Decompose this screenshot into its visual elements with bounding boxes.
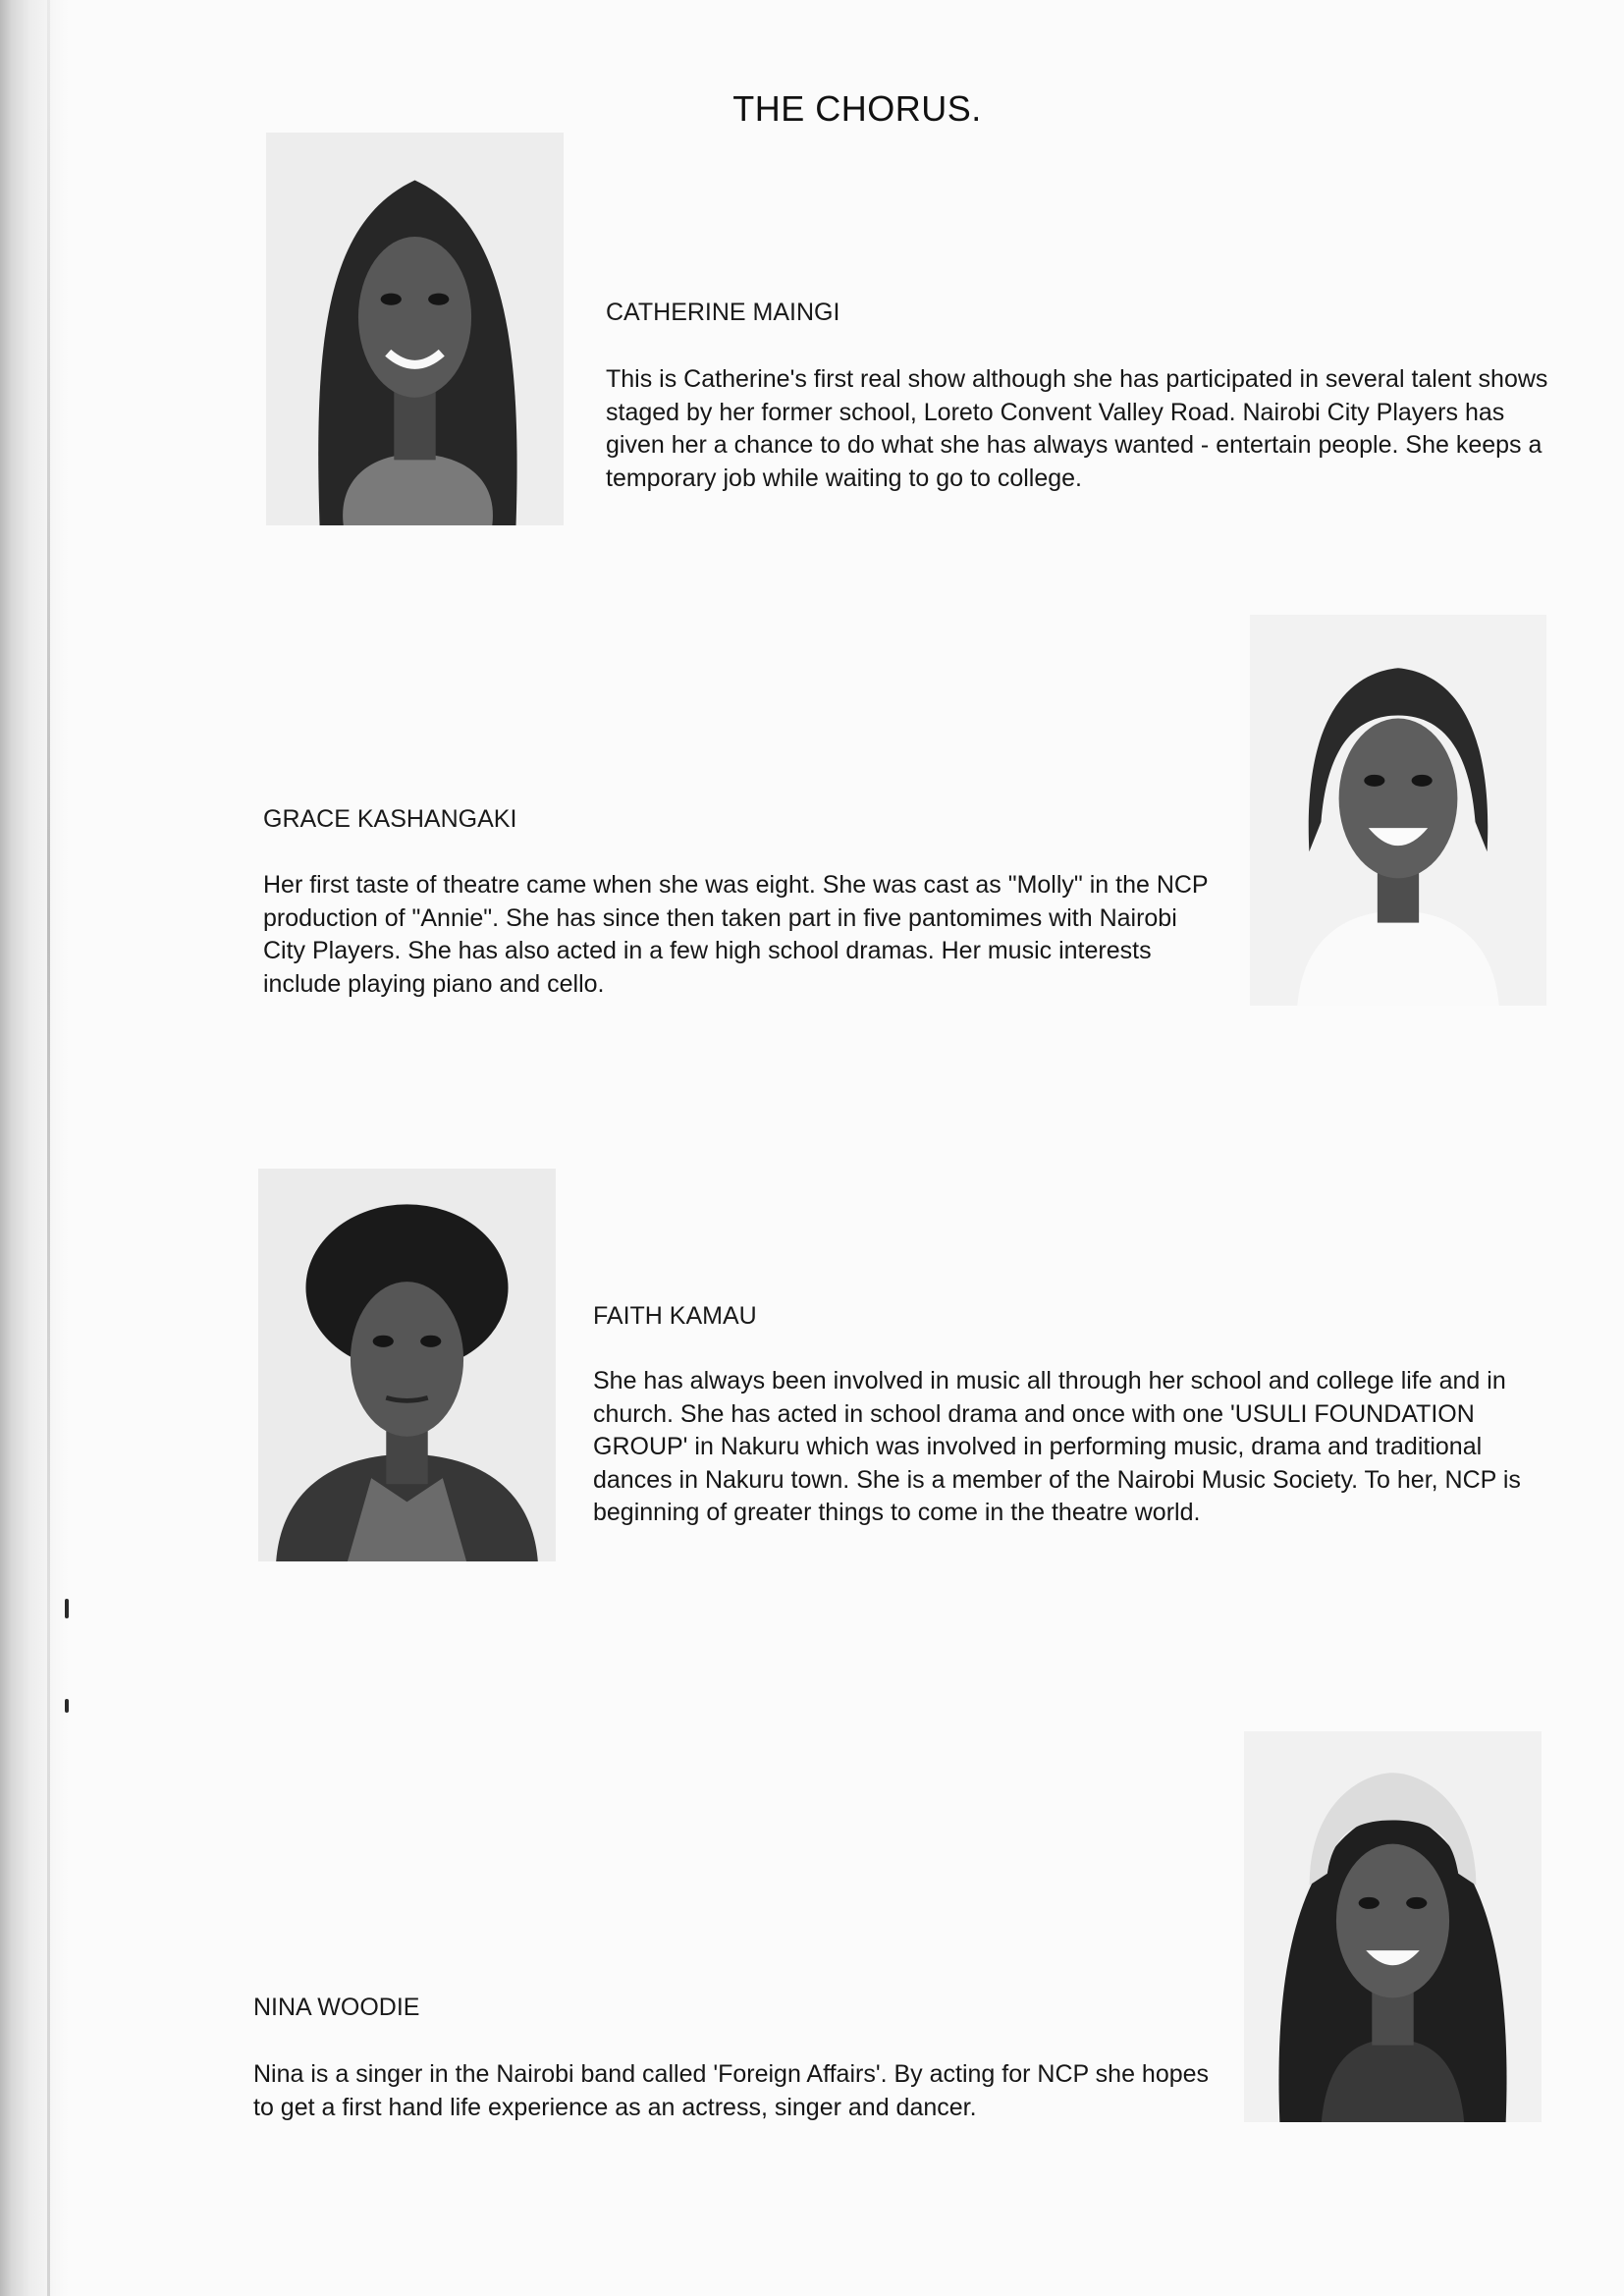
member-photo xyxy=(1250,615,1546,1006)
member-photo xyxy=(266,133,564,525)
member-photo xyxy=(258,1169,556,1561)
member-bio: This is Catherine's first real show although she has participated in several talent shows staged by her former school, Loreto Convent Valley Road. Nairobi City Players has given her a chance to do what she has always wanted - entertain people. She keeps a temporary job while waiting to go to college. xyxy=(606,365,1548,492)
member-bio: She has always been involved in music all through her school and college life and in church. She has acted in school drama and once with one 'USULI FOUNDATION GROUP' in Nakuru which was involved in performing music, drama and traditional dances in Nakuru town. She is a member of the Nairobi Music Society. To her, NCP is beginning of greater things to come in the theatre world. xyxy=(593,1367,1521,1526)
member-bio: Nina is a singer in the Nairobi band called 'Foreign Affairs'. By acting for NCP she hopes to get a first hand life experience as an actress, singer and dancer. xyxy=(253,2060,1210,2121)
member-photo xyxy=(1244,1731,1542,2122)
page-binding-shadow xyxy=(0,0,69,2296)
member-name: FAITH KAMAU xyxy=(593,1302,757,1330)
member-name: GRACE KASHANGAKI xyxy=(263,805,517,833)
binding-mark xyxy=(65,1699,69,1713)
binding-mark xyxy=(65,1599,69,1618)
member-bio: Her first taste of theatre came when she was eight. She was cast as "Molly" in the NCP production of "Annie". She has since then taken part in five pantomimes with Nairobi City Players. She has also acted in a few high school dramas. Her music interests include playing piano and cello. xyxy=(263,871,1209,998)
page-title: THE CHORUS. xyxy=(732,88,982,129)
member-name: CATHERINE MAINGI xyxy=(606,299,840,326)
member-name: NINA WOODIE xyxy=(253,1994,420,2021)
binding-fold-line xyxy=(47,0,50,2296)
